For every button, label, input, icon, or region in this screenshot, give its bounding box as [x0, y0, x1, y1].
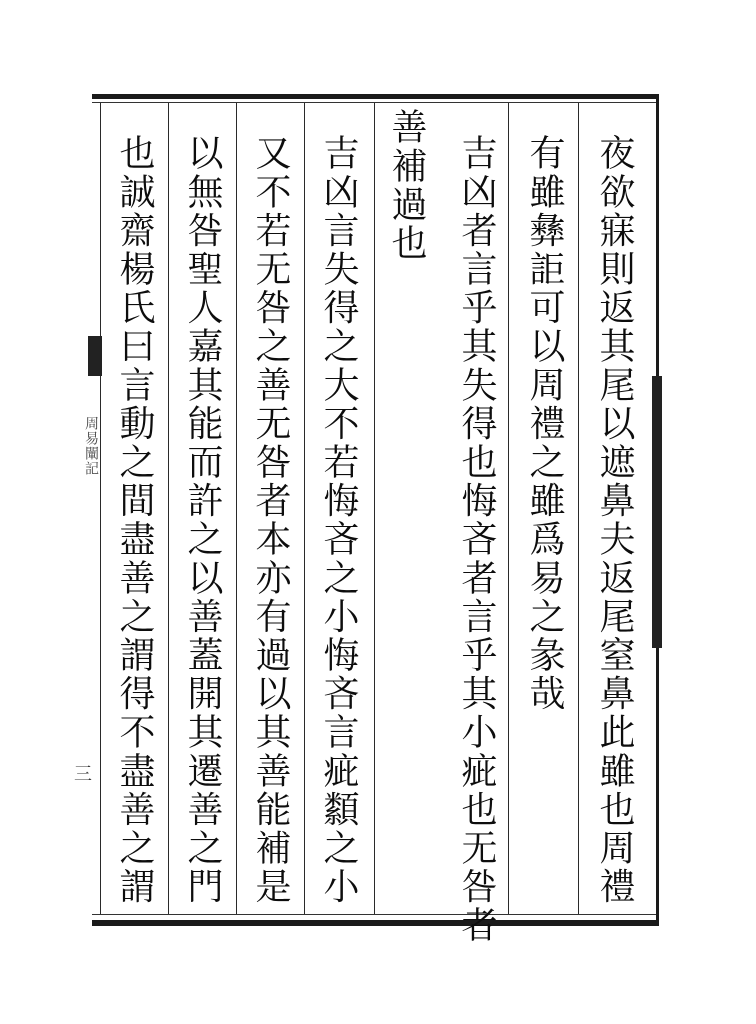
right-edge-tab — [652, 376, 662, 648]
text-column-3: 吉凶者言乎其失得也悔吝者言乎其小疵也无咎者 — [456, 134, 497, 945]
column-divider — [168, 103, 169, 914]
text-column-7: 以無咎聖人嘉其能而許之以善蓋開其遷善之門 — [182, 134, 223, 906]
text-column-2: 有雖彝詎可以周禮之雖爲易之彖哉 — [524, 134, 565, 713]
text-column-1: 夜欲寐則返其尾以遮鼻夫返尾窒鼻此雖也周禮 — [594, 134, 635, 906]
column-divider — [100, 103, 101, 914]
column-divider — [374, 103, 375, 914]
text-column-8: 也誠齋楊氏曰言動之間盡善之謂得不盡善之謂 — [114, 134, 155, 906]
gutter-fishtail-mark — [88, 336, 102, 376]
text-column-5: 吉凶言失得之大不若悔吝之小悔吝言疵纇之小 — [318, 134, 359, 906]
top-border-inner-rule — [92, 102, 658, 103]
text-column-4: 善補過也 — [386, 108, 427, 263]
bottom-border-rule — [92, 920, 658, 926]
gutter-page-number: 三 — [74, 764, 92, 785]
column-divider — [236, 103, 237, 914]
gutter-title: 周易闡記 — [83, 416, 99, 476]
top-border-rule — [92, 94, 658, 99]
column-divider — [578, 103, 579, 914]
column-divider — [304, 103, 305, 914]
text-column-6: 又不若无咎之善无咎者本亦有過以其善能補是 — [250, 134, 291, 906]
bottom-border-inner-rule — [92, 914, 658, 915]
column-divider — [508, 103, 509, 914]
